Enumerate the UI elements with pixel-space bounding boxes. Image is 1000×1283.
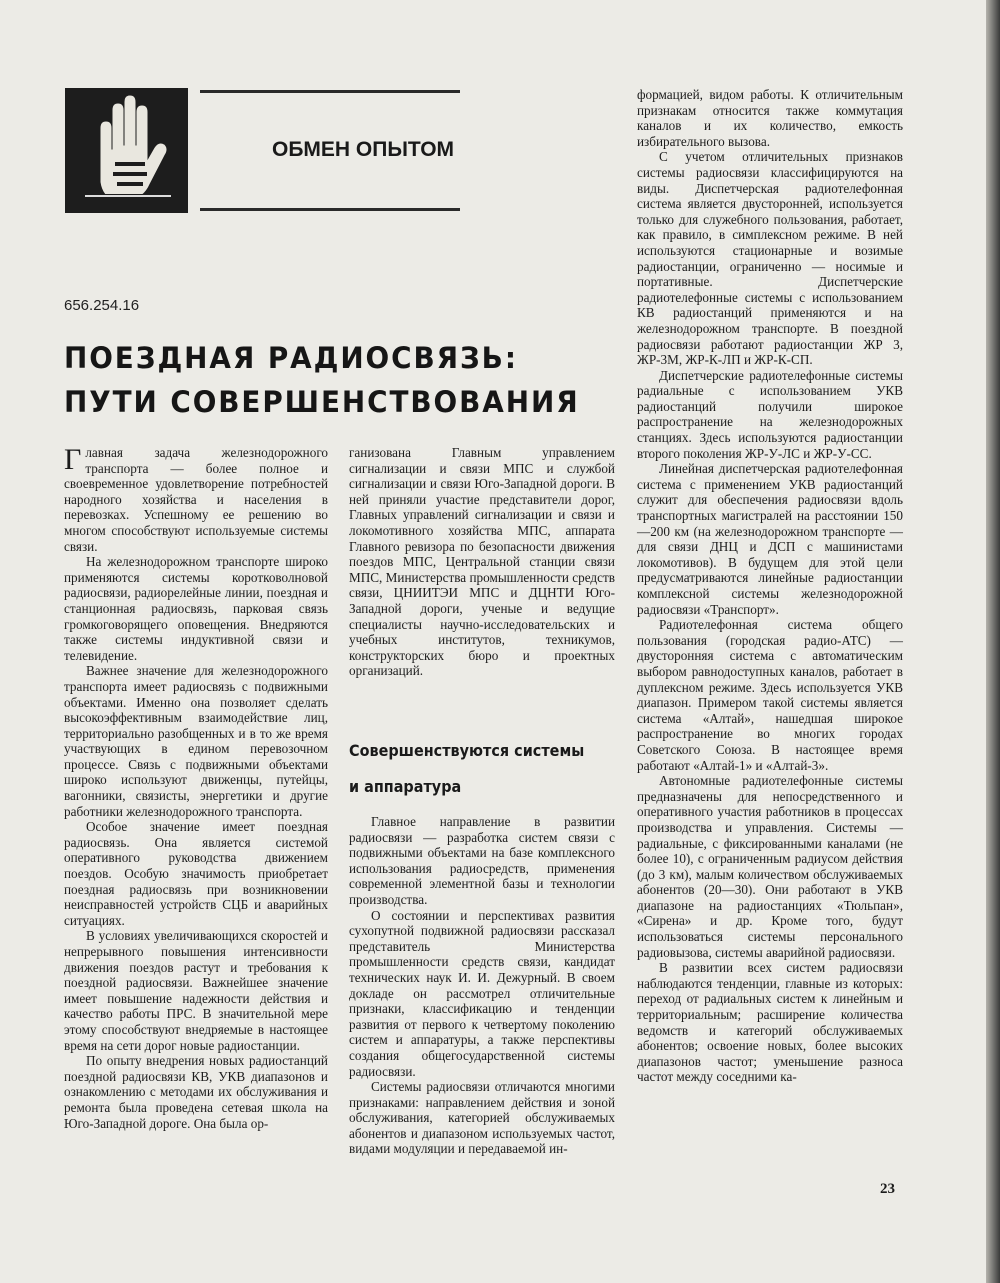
header-rule-bottom <box>200 208 460 211</box>
paragraph: На железнодорожном транспорте широко применяются системы коротковолновой радиосвязи, радиорелейные линии, поездная и станционная радиосвязь, парковая связь громкоговорящего оповещения. Внедряются также системы индуктивной связи и телевидение. <box>64 554 328 663</box>
paragraph: С учетом отличительных признаков системы радиосвязи классифицируются на виды. Диспетчерская радиотелефонная система является двусторонней, используется только для служебного пользования, работает, как правило, в симплексном режиме. В ней используются стационарные и возимые радиостанции, ограниченно — носимые и портативные. Диспетчерские радиотелефонные системы с использованием КВ радиостанций применяются и на железнодорожном транспорте. В поездной радиосвязи работают радиостанции ЖР 3, ЖР-3М, ЖР-К-ЛП и ЖР-К-СП. <box>637 149 903 368</box>
page-number: 23 <box>880 1181 895 1197</box>
section-title: ОБМЕН ОПЫТОМ <box>272 138 455 161</box>
paragraph: В развитии всех систем радиосвязи наблюдаются тенденции, главные из которых: переход от радиальных систем к линейным и территориальным; расширение количества ведомств и категорий обслуживаемых абонентов; освоение новых, более высоких диапазонов частот; уменьшение разноса частот между соседними ка- <box>637 960 903 1085</box>
paragraph: Радиотелефонная система общего пользования (городская радио-АТС) — двусторонняя система с автоматическим выбором равнодоступных каналов, работает в дуплексном режиме. Здесь используется УКВ диапазон. Примером такой системы является система «Алтай», нашедшая широкое распространение во многих городах Советского Союза. В настоящее время работают «Алтай-1» и «Алтай-3». <box>637 617 903 773</box>
drop-cap: Г <box>64 443 82 476</box>
header-rule-top <box>200 90 460 93</box>
subheading-line-2: и аппаратура <box>349 777 462 796</box>
paragraph: Особое значение имеет поездная радиосвязь. Она является системой оперативного руководства движением поездов. Особую значимость приобретает поездная радиосвязь при возникновении неисправностей устройств СЦБ и аварийных ситуациях. <box>64 819 328 928</box>
subheading-line-1: Совершенствуются системы <box>349 741 585 760</box>
subheading <box>349 733 588 805</box>
paragraph: Диспетчерские радиотелефонные системы радиальные с использованием УКВ радиостанций получили широкое распространение на железнодорожных станциях. Здесь используются радиостанции второго поколения ЖР-У-ЛС и ЖР-У-СС. <box>637 367 903 461</box>
text-column-1 <box>64 445 328 1131</box>
text-column-2-bottom <box>349 814 615 1157</box>
page-edge-shadow <box>986 0 1000 1283</box>
udc-code: 656.254.16 <box>64 297 140 314</box>
article-title-line-2: ПУТИ СОВЕРШЕНСТВОВАНИЯ <box>64 385 580 419</box>
section-logo <box>65 88 188 213</box>
paragraph: По опыту внедрения новых радиостанций поездной радиосвязи КВ, УКВ диапазонов и ознакомлению с методами их обслуживания и ремонта была проведена сетевая школа на Юго-Западной дороге. Она была ор- <box>64 1053 328 1131</box>
paragraph: Важнее значение для железнодорожного транспорта имеет радиосвязь с подвижными объектами. Именно она позволяет сделать высокоэффективным взаимодействие лиц, территориально разобщенных и в то же время участвующих в едином перевозочном процессе. Связь с подвижными объектами широко используют движенцы, путейцы, вагонники, связисты, энергетики и другие работники железнодорожного транспорта. <box>64 663 328 819</box>
paragraph: Главная задача железнодорожного транспорта — более полное и своевременное удовлетворение потребностей народного хозяйства и населения в перевозках. Успешному ее решению во многом способствуют используемые системы связи. <box>64 443 328 554</box>
article-title <box>64 336 580 424</box>
paragraph: Линейная диспетчерская радиотелефонная система с применением УКВ радиостанций служит для обеспечения радиосвязи вдоль транспортных магистралей на расстоянии 150—200 км (на железнодорожном транспорте — для связи ДНЦ и ДСП с машинистами локомотивов). В будущем для этой цели предусматриваются линейные радиостанции комплексной системы железнодорожной радиосвязи «Транспорт». <box>637 461 903 617</box>
paragraph: Главное направление в развитии радиосвязи — разработка систем связи с подвижными объектами на базе комплексного использования радиосредств, применения современной элементной базы и технологии производства. <box>349 814 615 907</box>
article-title-line-1: ПОЕЗДНАЯ РАДИОСВЯЗЬ: <box>64 341 518 375</box>
text-column-2-top <box>349 445 615 679</box>
paragraph: В условиях увеличивающихся скоростей и непрерывного повышения интенсивности движения поездов растут и требования к поездной радиосвязи. Важнейшее значение имеет повышение надежности действия и качество работы ПРС. В значительной мере этому способствуют внедряемые в настоящее время на сети дорог новые радиостанции. <box>64 928 328 1053</box>
paragraph: Автономные радиотелефонные системы предназначены для непосредственного и оперативного участия работников в процессах производства и управления. Системы — радиальные, с фиксированными каналами (не более 10), с ограниченным радиусом действия (до 3 км), малым количеством обслуживаемых абонентов (20—30). Они работают в УКВ диапазоне на радиостанциях «Тюльпан», «Сирена» и др. Кроме того, будут использоваться системы персонального радиовызова, системы аварийной радиосвязи. <box>637 773 903 960</box>
hand-icon <box>65 88 188 213</box>
text-column-3 <box>637 87 903 1085</box>
paragraph: формацией, видом работы. К отличительным признакам относится также коммутация каналов и их количество, емкость избирательного вызова. <box>637 87 903 149</box>
paragraph: Системы радиосвязи отличаются многими признаками: направлением действия и зоной обслуживания, категорией обслуживаемых абонентов и диапазоном используемых частот, видами модуляции и передаваемой ин- <box>349 1079 615 1157</box>
paragraph: ганизована Главным управлением сигнализации и связи МПС и службой сигнализации и связи Юго-Западной дороги. В ней приняли участие представители дорог, Главных управлений сигнализации и связи и локомотивного хозяйства МПС, аппарата Главного ревизора по безопасности движения поездов МПС, Центральной станции связи МПС, Министерства промышленности средств связи, ЦНИИТЭИ МПС и ДЦНТИ Юго-Западной дороги, ученые и ведущие специалисты научно-исследовательских и учебных институтов, техникумов, конструкторских бюро и проектных организаций. <box>349 445 615 679</box>
paragraph: О состоянии и перспективах развития сухопутной подвижной радиосвязи рассказал представитель Министерства промышленности средств связи, кандидат технических наук И. И. Дежурный. В своем докладе он рассмотрел отличительные признаки, классификацию и тенденции развития от первого к четвертому поколению систем и аппаратуры, а также перспективы создания общегосударственной системы радиосвязи. <box>349 907 615 1079</box>
